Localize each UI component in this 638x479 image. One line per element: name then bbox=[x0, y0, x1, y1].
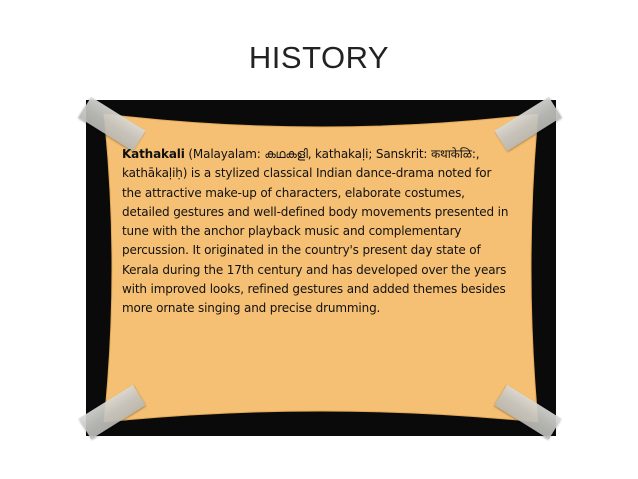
image-frame bbox=[86, 100, 556, 436]
body-paragraph bbox=[122, 145, 514, 319]
body-text: (Malayalam: കഥകളി, kathakaḷi; Sanskrit: कथाकेळि:, kathākaḷiḥ) is a stylized classical Indian dance-drama noted for the attractive make-up of characters, elaborate costumes, detailed gestures and well-defined body movements presented in tune with the anchor playback music and complementary percussion. It originated in the country's present day state of Kerala during the 17th century and has developed over the years with improved looks, refined gestures and added themes besides more ornate singing and precise drumming. bbox=[122, 147, 509, 316]
slide-title: HISTORY bbox=[248, 40, 390, 75]
term-kathakali: Kathakali bbox=[122, 147, 185, 161]
